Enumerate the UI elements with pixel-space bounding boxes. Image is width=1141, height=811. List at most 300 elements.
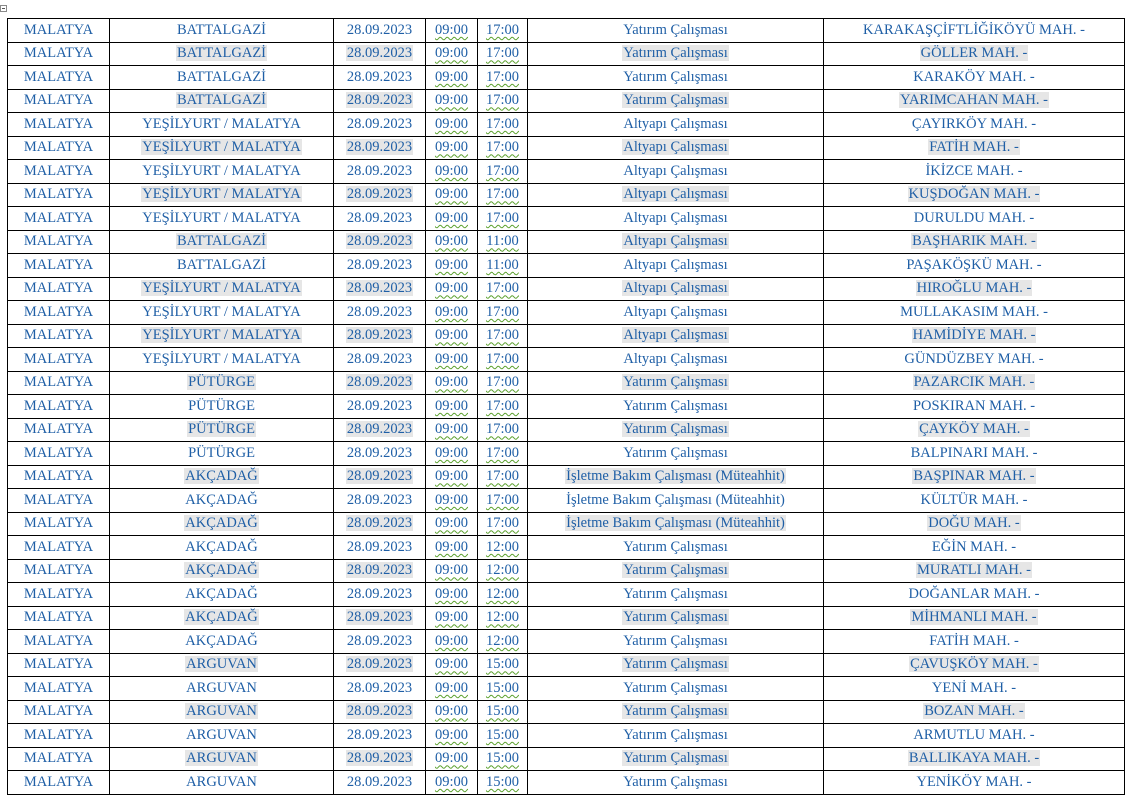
work-type-cell[interactable] xyxy=(528,442,824,466)
neighborhood-text: YENİKÖY MAH. - xyxy=(916,773,1032,790)
date-cell[interactable] xyxy=(334,301,426,325)
province-cell[interactable] xyxy=(8,160,110,184)
end-time-cell[interactable] xyxy=(478,183,528,207)
district-text: YEŞİLYURT / MALATYA xyxy=(142,350,301,367)
start-time-text: 09:00 xyxy=(434,538,469,555)
work-type-text: Yatırım Çalışması xyxy=(623,538,728,555)
province-cell[interactable] xyxy=(8,606,110,630)
work-type-text: Altyapı Çalışması xyxy=(623,139,728,156)
district-cell[interactable] xyxy=(110,465,334,489)
province-cell[interactable] xyxy=(8,230,110,254)
province-text: MALATYA xyxy=(23,68,94,85)
neighborhood-cell[interactable] xyxy=(824,136,1125,160)
date-cell[interactable] xyxy=(334,700,426,724)
district-cell[interactable] xyxy=(110,89,334,113)
neighborhood-cell[interactable] xyxy=(824,183,1125,207)
neighborhood-cell[interactable] xyxy=(824,19,1125,43)
start-time-cell[interactable] xyxy=(426,583,478,607)
date-cell[interactable] xyxy=(334,42,426,66)
district-cell[interactable] xyxy=(110,230,334,254)
date-cell[interactable] xyxy=(334,207,426,231)
work-type-cell[interactable] xyxy=(528,418,824,442)
province-cell[interactable] xyxy=(8,465,110,489)
end-time-cell[interactable] xyxy=(478,771,528,795)
province-cell[interactable] xyxy=(8,254,110,278)
work-type-cell[interactable] xyxy=(528,653,824,677)
date-text: 28.09.2023 xyxy=(346,750,413,767)
neighborhood-cell[interactable] xyxy=(824,536,1125,560)
province-text: MALATYA xyxy=(23,538,94,555)
province-cell[interactable] xyxy=(8,19,110,43)
district-cell[interactable] xyxy=(110,653,334,677)
work-type-cell[interactable] xyxy=(528,42,824,66)
date-cell[interactable] xyxy=(334,583,426,607)
district-cell[interactable] xyxy=(110,489,334,513)
district-cell[interactable] xyxy=(110,536,334,560)
neighborhood-text: HAMİDİYE MAH. - xyxy=(912,327,1036,344)
work-type-cell[interactable] xyxy=(528,160,824,184)
district-cell[interactable] xyxy=(110,19,334,43)
work-type-text: Altyapı Çalışması xyxy=(623,233,728,250)
neighborhood-cell[interactable] xyxy=(824,42,1125,66)
neighborhood-cell[interactable] xyxy=(824,724,1125,748)
neighborhood-cell[interactable] xyxy=(824,348,1125,372)
start-time-cell[interactable] xyxy=(426,301,478,325)
neighborhood-cell[interactable] xyxy=(824,207,1125,231)
district-cell[interactable] xyxy=(110,700,334,724)
work-type-cell[interactable] xyxy=(528,700,824,724)
work-type-cell[interactable] xyxy=(528,19,824,43)
start-time-cell[interactable] xyxy=(426,395,478,419)
start-time-cell[interactable] xyxy=(426,19,478,43)
start-time-cell[interactable] xyxy=(426,465,478,489)
district-cell[interactable] xyxy=(110,277,334,301)
date-text: 28.09.2023 xyxy=(346,68,413,85)
work-type-text: Altyapı Çalışması xyxy=(623,280,728,297)
neighborhood-cell[interactable] xyxy=(824,700,1125,724)
province-text: MALATYA xyxy=(23,374,94,391)
end-time-cell[interactable] xyxy=(478,489,528,513)
province-cell[interactable] xyxy=(8,630,110,654)
table-move-handle-icon[interactable] xyxy=(0,5,7,12)
start-time-cell[interactable] xyxy=(426,559,478,583)
province-cell[interactable] xyxy=(8,536,110,560)
neighborhood-cell[interactable] xyxy=(824,230,1125,254)
end-time-text: 17:00 xyxy=(485,280,520,297)
work-type-cell[interactable] xyxy=(528,512,824,536)
neighborhood-cell[interactable] xyxy=(824,89,1125,113)
work-type-cell[interactable] xyxy=(528,254,824,278)
neighborhood-cell[interactable] xyxy=(824,160,1125,184)
province-cell[interactable] xyxy=(8,348,110,372)
neighborhood-cell[interactable] xyxy=(824,512,1125,536)
start-time-cell[interactable] xyxy=(426,183,478,207)
end-time-cell[interactable] xyxy=(478,42,528,66)
district-text: YEŞİLYURT / MALATYA xyxy=(142,327,301,344)
date-cell[interactable] xyxy=(334,747,426,771)
end-time-text: 12:00 xyxy=(485,609,520,626)
province-cell[interactable] xyxy=(8,66,110,90)
start-time-text: 09:00 xyxy=(434,585,469,602)
date-cell[interactable] xyxy=(334,442,426,466)
start-time-cell[interactable] xyxy=(426,418,478,442)
work-type-cell[interactable] xyxy=(528,536,824,560)
date-cell[interactable] xyxy=(334,418,426,442)
district-cell[interactable] xyxy=(110,42,334,66)
neighborhood-cell[interactable] xyxy=(824,395,1125,419)
start-time-cell[interactable] xyxy=(426,700,478,724)
province-cell[interactable] xyxy=(8,677,110,701)
district-cell[interactable] xyxy=(110,395,334,419)
district-text: AKÇADAĞ xyxy=(185,538,258,555)
end-time-cell[interactable] xyxy=(478,606,528,630)
province-text: MALATYA xyxy=(23,726,94,743)
date-cell[interactable] xyxy=(334,489,426,513)
end-time-text: 17:00 xyxy=(485,162,520,179)
province-cell[interactable] xyxy=(8,207,110,231)
district-cell[interactable] xyxy=(110,207,334,231)
start-time-cell[interactable] xyxy=(426,606,478,630)
district-cell[interactable] xyxy=(110,771,334,795)
province-cell[interactable] xyxy=(8,395,110,419)
province-text: MALATYA xyxy=(23,468,94,485)
province-cell[interactable] xyxy=(8,301,110,325)
work-type-cell[interactable] xyxy=(528,489,824,513)
district-cell[interactable] xyxy=(110,113,334,137)
province-cell[interactable] xyxy=(8,42,110,66)
end-time-cell[interactable] xyxy=(478,700,528,724)
table-row xyxy=(8,230,1125,254)
end-time-cell[interactable] xyxy=(478,512,528,536)
work-type-text: Yatırım Çalışması xyxy=(623,632,728,649)
district-cell[interactable] xyxy=(110,66,334,90)
neighborhood-cell[interactable] xyxy=(824,371,1125,395)
date-cell[interactable] xyxy=(334,606,426,630)
start-time-text: 09:00 xyxy=(434,45,469,62)
start-time-cell[interactable] xyxy=(426,747,478,771)
end-time-cell[interactable] xyxy=(478,395,528,419)
neighborhood-text: KÜLTÜR MAH. - xyxy=(920,491,1028,508)
neighborhood-text: DOĞANLAR MAH. - xyxy=(908,585,1040,602)
province-cell[interactable] xyxy=(8,700,110,724)
end-time-cell[interactable] xyxy=(478,677,528,701)
start-time-cell[interactable] xyxy=(426,348,478,372)
neighborhood-cell[interactable] xyxy=(824,113,1125,137)
end-time-cell[interactable] xyxy=(478,371,528,395)
start-time-cell[interactable] xyxy=(426,371,478,395)
district-cell[interactable] xyxy=(110,136,334,160)
date-cell[interactable] xyxy=(334,160,426,184)
table-row xyxy=(8,301,1125,325)
start-time-cell[interactable] xyxy=(426,207,478,231)
neighborhood-cell[interactable] xyxy=(824,583,1125,607)
neighborhood-cell[interactable] xyxy=(824,559,1125,583)
date-cell[interactable] xyxy=(334,559,426,583)
work-type-cell[interactable] xyxy=(528,771,824,795)
end-time-cell[interactable] xyxy=(478,442,528,466)
work-type-cell[interactable] xyxy=(528,724,824,748)
date-cell[interactable] xyxy=(334,512,426,536)
end-time-text: 11:00 xyxy=(486,256,519,273)
start-time-text: 09:00 xyxy=(434,468,469,485)
work-type-cell[interactable] xyxy=(528,113,824,137)
date-cell[interactable] xyxy=(334,324,426,348)
province-cell[interactable] xyxy=(8,371,110,395)
work-type-cell[interactable] xyxy=(528,395,824,419)
work-type-text: İşletme Bakım Çalışması (Müteahhit) xyxy=(566,515,785,532)
province-text: MALATYA xyxy=(23,585,94,602)
district-cell[interactable] xyxy=(110,371,334,395)
province-text: MALATYA xyxy=(23,444,94,461)
neighborhood-cell[interactable] xyxy=(824,442,1125,466)
province-cell[interactable] xyxy=(8,324,110,348)
work-type-cell[interactable] xyxy=(528,277,824,301)
end-time-cell[interactable] xyxy=(478,301,528,325)
district-cell[interactable] xyxy=(110,559,334,583)
neighborhood-text: POSKIRAN MAH. - xyxy=(912,397,1036,414)
neighborhood-cell[interactable] xyxy=(824,301,1125,325)
province-cell[interactable] xyxy=(8,183,110,207)
neighborhood-cell[interactable] xyxy=(824,489,1125,513)
neighborhood-cell[interactable] xyxy=(824,630,1125,654)
table-row xyxy=(8,371,1125,395)
work-type-cell[interactable] xyxy=(528,301,824,325)
work-type-cell[interactable] xyxy=(528,465,824,489)
district-cell[interactable] xyxy=(110,630,334,654)
neighborhood-cell[interactable] xyxy=(824,254,1125,278)
province-cell[interactable] xyxy=(8,136,110,160)
start-time-cell[interactable] xyxy=(426,442,478,466)
end-time-cell[interactable] xyxy=(478,630,528,654)
date-cell[interactable] xyxy=(334,771,426,795)
end-time-cell[interactable] xyxy=(478,348,528,372)
province-cell[interactable] xyxy=(8,512,110,536)
district-cell[interactable] xyxy=(110,512,334,536)
district-text: AKÇADAĞ xyxy=(185,562,258,579)
district-text: ARGUVAN xyxy=(186,703,257,720)
date-cell[interactable] xyxy=(334,89,426,113)
province-cell[interactable] xyxy=(8,89,110,113)
start-time-cell[interactable] xyxy=(426,89,478,113)
district-cell[interactable] xyxy=(110,324,334,348)
province-text: MALATYA xyxy=(23,45,94,62)
work-type-cell[interactable] xyxy=(528,66,824,90)
province-cell[interactable] xyxy=(8,559,110,583)
province-cell[interactable] xyxy=(8,277,110,301)
date-cell[interactable] xyxy=(334,19,426,43)
start-time-cell[interactable] xyxy=(426,113,478,137)
end-time-cell[interactable] xyxy=(478,113,528,137)
district-text: AKÇADAĞ xyxy=(185,491,258,508)
start-time-cell[interactable] xyxy=(426,324,478,348)
end-time-text: 15:00 xyxy=(485,773,520,790)
start-time-cell[interactable] xyxy=(426,254,478,278)
neighborhood-text: MURATLI MAH. - xyxy=(917,562,1031,579)
district-cell[interactable] xyxy=(110,583,334,607)
start-time-cell[interactable] xyxy=(426,630,478,654)
work-type-cell[interactable] xyxy=(528,677,824,701)
start-time-cell[interactable] xyxy=(426,724,478,748)
date-cell[interactable] xyxy=(334,724,426,748)
district-cell[interactable] xyxy=(110,677,334,701)
end-time-cell[interactable] xyxy=(478,653,528,677)
end-time-cell[interactable] xyxy=(478,89,528,113)
work-type-text: Yatırım Çalışması xyxy=(623,421,728,438)
date-text: 28.09.2023 xyxy=(346,491,413,508)
work-type-cell[interactable] xyxy=(528,583,824,607)
district-cell[interactable] xyxy=(110,183,334,207)
neighborhood-text: YARIMCAHAN MAH. - xyxy=(900,92,1048,109)
work-type-cell[interactable] xyxy=(528,230,824,254)
start-time-cell[interactable] xyxy=(426,489,478,513)
district-cell[interactable] xyxy=(110,301,334,325)
end-time-cell[interactable] xyxy=(478,583,528,607)
date-cell[interactable] xyxy=(334,630,426,654)
province-text: MALATYA xyxy=(23,115,94,132)
province-text: MALATYA xyxy=(23,327,94,344)
neighborhood-cell[interactable] xyxy=(824,277,1125,301)
neighborhood-cell[interactable] xyxy=(824,465,1125,489)
end-time-cell[interactable] xyxy=(478,207,528,231)
province-cell[interactable] xyxy=(8,418,110,442)
end-time-cell[interactable] xyxy=(478,277,528,301)
work-type-text: Altyapı Çalışması xyxy=(623,256,728,273)
work-type-cell[interactable] xyxy=(528,183,824,207)
end-time-text: 11:00 xyxy=(486,233,519,250)
end-time-cell[interactable] xyxy=(478,418,528,442)
start-time-cell[interactable] xyxy=(426,277,478,301)
start-time-text: 09:00 xyxy=(434,374,469,391)
neighborhood-cell[interactable] xyxy=(824,653,1125,677)
neighborhood-cell[interactable] xyxy=(824,418,1125,442)
district-cell[interactable] xyxy=(110,418,334,442)
neighborhood-cell[interactable] xyxy=(824,324,1125,348)
province-text: MALATYA xyxy=(23,679,94,696)
start-time-cell[interactable] xyxy=(426,230,478,254)
date-text: 28.09.2023 xyxy=(346,233,413,250)
date-cell[interactable] xyxy=(334,230,426,254)
end-time-cell[interactable] xyxy=(478,136,528,160)
date-cell[interactable] xyxy=(334,348,426,372)
province-cell[interactable] xyxy=(8,724,110,748)
province-cell[interactable] xyxy=(8,771,110,795)
date-cell[interactable] xyxy=(334,66,426,90)
date-cell[interactable] xyxy=(334,371,426,395)
start-time-cell[interactable] xyxy=(426,66,478,90)
neighborhood-cell[interactable] xyxy=(824,677,1125,701)
date-cell[interactable] xyxy=(334,653,426,677)
work-type-cell[interactable] xyxy=(528,606,824,630)
start-time-cell[interactable] xyxy=(426,677,478,701)
district-text: BATTALGAZİ xyxy=(176,92,267,109)
province-cell[interactable] xyxy=(8,583,110,607)
end-time-cell[interactable] xyxy=(478,465,528,489)
end-time-cell[interactable] xyxy=(478,160,528,184)
start-time-cell[interactable] xyxy=(426,136,478,160)
end-time-cell[interactable] xyxy=(478,559,528,583)
end-time-cell[interactable] xyxy=(478,254,528,278)
work-type-cell[interactable] xyxy=(528,324,824,348)
start-time-cell[interactable] xyxy=(426,771,478,795)
end-time-cell[interactable] xyxy=(478,536,528,560)
province-text: MALATYA xyxy=(23,303,94,320)
end-time-cell[interactable] xyxy=(478,19,528,43)
neighborhood-cell[interactable] xyxy=(824,747,1125,771)
district-cell[interactable] xyxy=(110,747,334,771)
province-text: MALATYA xyxy=(23,421,94,438)
province-cell[interactable] xyxy=(8,489,110,513)
work-type-cell[interactable] xyxy=(528,136,824,160)
district-cell[interactable] xyxy=(110,160,334,184)
work-type-cell[interactable] xyxy=(528,348,824,372)
start-time-cell[interactable] xyxy=(426,653,478,677)
date-cell[interactable] xyxy=(334,183,426,207)
district-cell[interactable] xyxy=(110,348,334,372)
work-type-cell[interactable] xyxy=(528,559,824,583)
province-cell[interactable] xyxy=(8,653,110,677)
date-text: 28.09.2023 xyxy=(346,45,413,62)
province-cell[interactable] xyxy=(8,113,110,137)
end-time-text: 17:00 xyxy=(485,350,520,367)
work-type-cell[interactable] xyxy=(528,630,824,654)
work-type-text: Yatırım Çalışması xyxy=(623,750,728,767)
district-text: PÜTÜRGE xyxy=(188,374,255,391)
date-cell[interactable] xyxy=(334,677,426,701)
end-time-text: 17:00 xyxy=(485,515,520,532)
work-type-cell[interactable] xyxy=(528,747,824,771)
date-cell[interactable] xyxy=(334,465,426,489)
neighborhood-text: BALLIKAYA MAH. - xyxy=(908,750,1040,767)
end-time-cell[interactable] xyxy=(478,66,528,90)
district-cell[interactable] xyxy=(110,442,334,466)
start-time-cell[interactable] xyxy=(426,512,478,536)
date-text: 28.09.2023 xyxy=(346,515,413,532)
neighborhood-text: GÖLLER MAH. - xyxy=(920,45,1028,62)
date-cell[interactable] xyxy=(334,395,426,419)
end-time-text: 17:00 xyxy=(485,491,520,508)
start-time-cell[interactable] xyxy=(426,536,478,560)
date-cell[interactable] xyxy=(334,536,426,560)
end-time-text: 17:00 xyxy=(485,186,520,203)
work-type-cell[interactable] xyxy=(528,207,824,231)
work-type-cell[interactable] xyxy=(528,89,824,113)
date-cell[interactable] xyxy=(334,254,426,278)
table-row xyxy=(8,277,1125,301)
start-time-text: 09:00 xyxy=(434,515,469,532)
date-cell[interactable] xyxy=(334,136,426,160)
date-cell[interactable] xyxy=(334,113,426,137)
neighborhood-cell[interactable] xyxy=(824,606,1125,630)
work-type-cell[interactable] xyxy=(528,371,824,395)
district-cell[interactable] xyxy=(110,254,334,278)
start-time-cell[interactable] xyxy=(426,42,478,66)
end-time-cell[interactable] xyxy=(478,230,528,254)
district-cell[interactable] xyxy=(110,724,334,748)
end-time-cell[interactable] xyxy=(478,747,528,771)
end-time-cell[interactable] xyxy=(478,324,528,348)
province-text: MALATYA xyxy=(23,750,94,767)
table-body xyxy=(8,19,1125,795)
start-time-cell[interactable] xyxy=(426,160,478,184)
neighborhood-cell[interactable] xyxy=(824,771,1125,795)
neighborhood-cell[interactable] xyxy=(824,66,1125,90)
province-cell[interactable] xyxy=(8,442,110,466)
date-cell[interactable] xyxy=(334,277,426,301)
district-text: AKÇADAĞ xyxy=(185,515,258,532)
province-cell[interactable] xyxy=(8,747,110,771)
end-time-cell[interactable] xyxy=(478,724,528,748)
district-cell[interactable] xyxy=(110,606,334,630)
